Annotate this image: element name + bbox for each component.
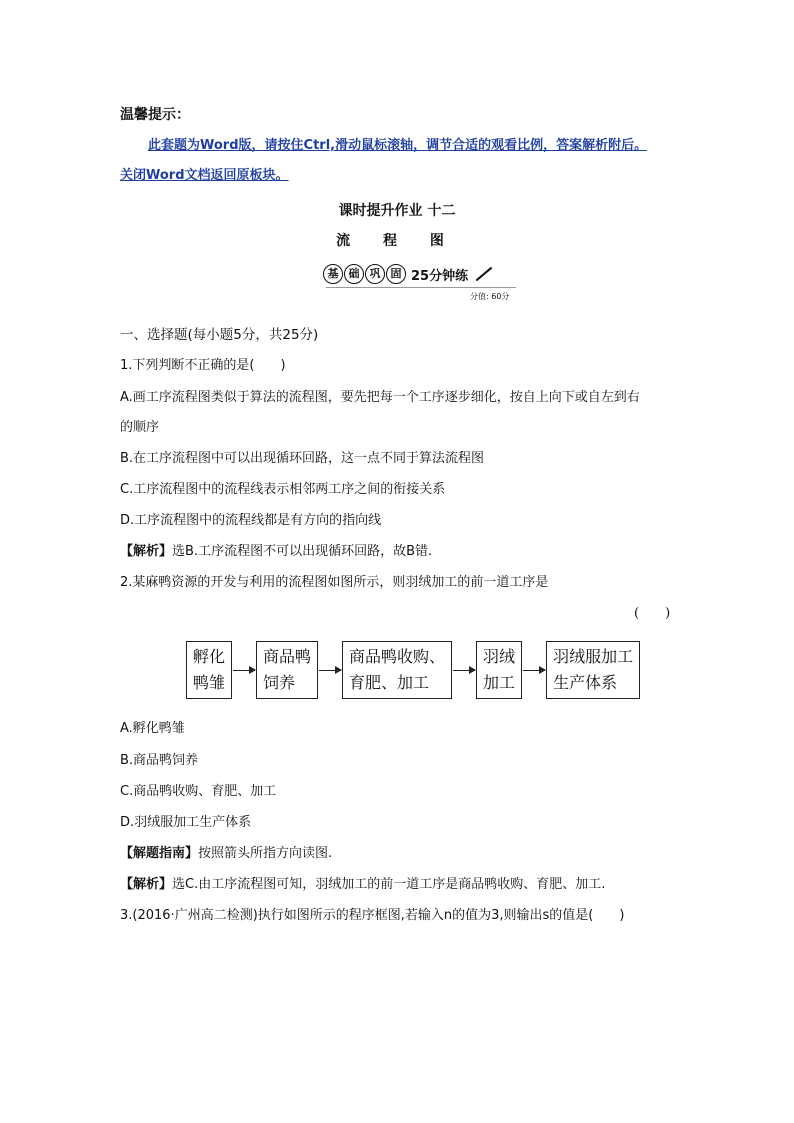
q2-guide <box>120 842 332 861</box>
analysis-label: 【解析】 <box>120 544 173 559</box>
q1-stem: 1.下列判断不正确的是( ) <box>120 358 286 373</box>
flowchart <box>186 641 640 699</box>
badge-char: 础 <box>344 264 364 284</box>
page-subtitle: 流 程 图 <box>336 233 458 249</box>
q1-option-c: C.工序流程图中的流程线表示相邻两工序之间的衔接关系 <box>120 482 446 497</box>
q2-answer-paren: ( ) <box>634 606 671 621</box>
q1-option-d: D.工序流程图中的流程线都是有方向的指向线 <box>120 513 382 528</box>
q1-option-a-cont: 的顺序 <box>120 420 160 435</box>
badge-char: 巩 <box>365 264 385 284</box>
q2-stem: 2.某麻鸭资源的开发与利用的流程图如图所示，则羽绒加工的前一道工序是 <box>120 575 549 590</box>
hint-line-1[interactable]: 此套题为Word版，请按住Ctrl,滑动鼠标滚轴，调节合适的观看比例，答案解析附后。 <box>148 138 648 153</box>
score-label: 分值: 60分 <box>470 292 510 301</box>
analysis-label: 【解析】 <box>120 877 173 892</box>
section-heading: 一、选择题(每小题5分，共25分) <box>120 327 319 343</box>
hint-title: 温馨提示： <box>120 107 190 123</box>
q2-option-c: C.商品鸭收购、育肥、加工 <box>120 784 277 799</box>
page-title: 课时提升作业 十二 <box>338 203 456 219</box>
flow-step: 商品鸭 饲养 <box>256 641 318 699</box>
analysis-text: 选B.工序流程图不可以出现循环回路，故B错. <box>172 544 433 559</box>
q2-option-a: A.孵化鸭雏 <box>120 721 185 736</box>
flow-step: 羽绒服加工 生产体系 <box>546 641 640 699</box>
q2-analysis <box>120 873 605 892</box>
pen-icon <box>472 264 492 284</box>
guide-text: 按照箭头所指方向读图. <box>198 846 333 861</box>
arrow-icon <box>523 670 545 671</box>
flow-step: 孵化 鸭雏 <box>186 641 232 699</box>
q3-stem: 3.(2016·广州高二检测)执行如图所示的程序框图,若输入n的值为3,则输出s的值是( ) <box>120 908 625 923</box>
badge-char: 基 <box>323 264 343 284</box>
q2-option-b: B.商品鸭饲养 <box>120 753 199 768</box>
hint-line-2[interactable]: 关闭Word文档返回原板块。 <box>120 168 289 183</box>
arrow-icon <box>319 670 341 671</box>
divider <box>326 287 516 288</box>
arrow-icon <box>453 670 475 671</box>
guide-label: 【解题指南】 <box>120 846 199 861</box>
q2-option-d: D.羽绒服加工生产体系 <box>120 815 252 830</box>
q1-analysis <box>120 540 432 559</box>
analysis-text: 选C.由工序流程图可知，羽绒加工的前一道工序是商品鸭收购、育肥、加工. <box>172 877 606 892</box>
flow-step: 羽绒 加工 <box>476 641 522 699</box>
q1-option-b: B.在工序流程图中可以出现循环回路，这一点不同于算法流程图 <box>120 451 485 466</box>
badge-time: 25分钟练 <box>411 268 469 284</box>
badge-char: 固 <box>386 264 406 284</box>
practice-badge <box>323 263 492 285</box>
q1-option-a: A.画工序流程图类似于算法的流程图，要先把每一个工序逐步细化，按自上向下或自左到右 <box>120 390 640 405</box>
arrow-icon <box>233 670 255 671</box>
flow-step: 商品鸭收购、 育肥、加工 <box>342 641 452 699</box>
